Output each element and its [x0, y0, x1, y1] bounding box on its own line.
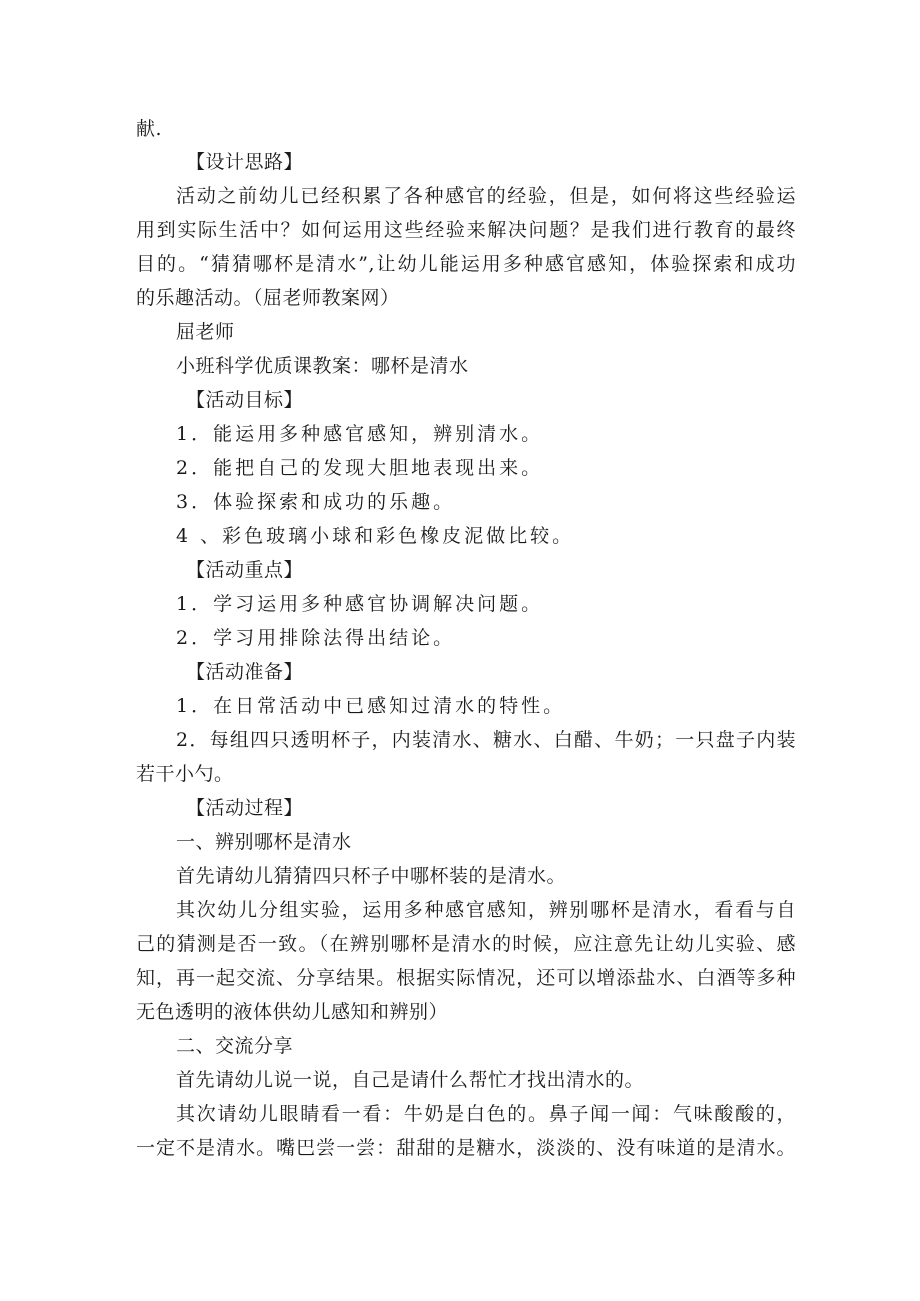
paragraph-line: 无色透明的液体供幼儿感知和辨别） — [136, 1001, 449, 1023]
subsection-heading: 二、交流分享 — [176, 1035, 294, 1057]
paragraph-line: 首先请幼儿猜猜四只杯子中哪杯装的是清水。 — [176, 865, 567, 887]
section-heading: 【活动重点】 — [186, 559, 304, 581]
section-heading: 【活动目标】 — [186, 389, 304, 411]
paragraph-line: 一定不是清水。嘴巴尝一尝：甜甜的是糖水，淡淡的、没有味道的是清水。 — [136, 1137, 796, 1159]
list-item: 1．在日常活动中已感知过清水的特性。 — [176, 695, 566, 717]
list-item: 1．学习运用多种感官协调解决问题。 — [176, 593, 544, 615]
list-item: 4 、彩色玻璃小球和彩色橡皮泥做比较。 — [176, 525, 575, 547]
list-item: 1．能运用多种感官感知，辨别清水。 — [176, 423, 544, 445]
list-item: 2．学习用排除法得出结论。 — [176, 627, 456, 649]
subsection-heading: 一、辨别哪杯是清水 — [176, 831, 352, 853]
list-item-continuation: 若干小勺。 — [136, 763, 234, 785]
paragraph-line: 首先请幼儿说一说，自己是请什么帮忙才找出清水的。 — [176, 1069, 645, 1091]
text-line: 献. — [136, 118, 163, 140]
paragraph-line: 其次请幼儿眼睛看一看：牛奶是白色的。鼻子闻一闻：气味酸酸的， — [176, 1103, 796, 1125]
section-heading: 【活动准备】 — [186, 661, 304, 683]
list-item: 2．每组四只透明杯子，内装清水、糖水、白醋、牛奶；一只盘子内装 — [176, 729, 796, 751]
paragraph-line: 知，再一起交流、分享结果。根据实际情况，还可以增添盐水、白酒等多种 — [136, 967, 796, 989]
author-line: 屈老师 — [176, 321, 235, 343]
paragraph-line: 用到实际生活中？如何运用这些经验来解决问题？是我们进行教育的最终 — [136, 219, 796, 241]
list-item: 3．体验探索和成功的乐趣。 — [176, 491, 456, 513]
section-heading: 【活动过程】 — [186, 797, 304, 819]
lesson-title: 小班科学优质课教案：哪杯是清水 — [176, 355, 469, 377]
list-item: 2．能把自己的发现大胆地表现出来。 — [176, 457, 544, 479]
paragraph-line: 目的。“猜猜哪杯是清水”,让幼儿能运用多种感官感知，体验探索和成功 — [136, 253, 796, 275]
paragraph-line: 己的猜测是否一致。（在辨别哪杯是清水的时候，应注意先让幼儿实验、感 — [136, 933, 796, 955]
section-heading: 【设计思路】 — [186, 151, 304, 173]
paragraph-line: 活动之前幼儿已经积累了各种感官的经验，但是，如何将这些经验运 — [176, 185, 796, 207]
paragraph-line: 的乐趣活动。（屈老师教案网） — [136, 287, 400, 309]
paragraph-line: 其次幼儿分组实验，运用多种感官感知，辨别哪杯是清水，看看与自 — [176, 899, 796, 921]
